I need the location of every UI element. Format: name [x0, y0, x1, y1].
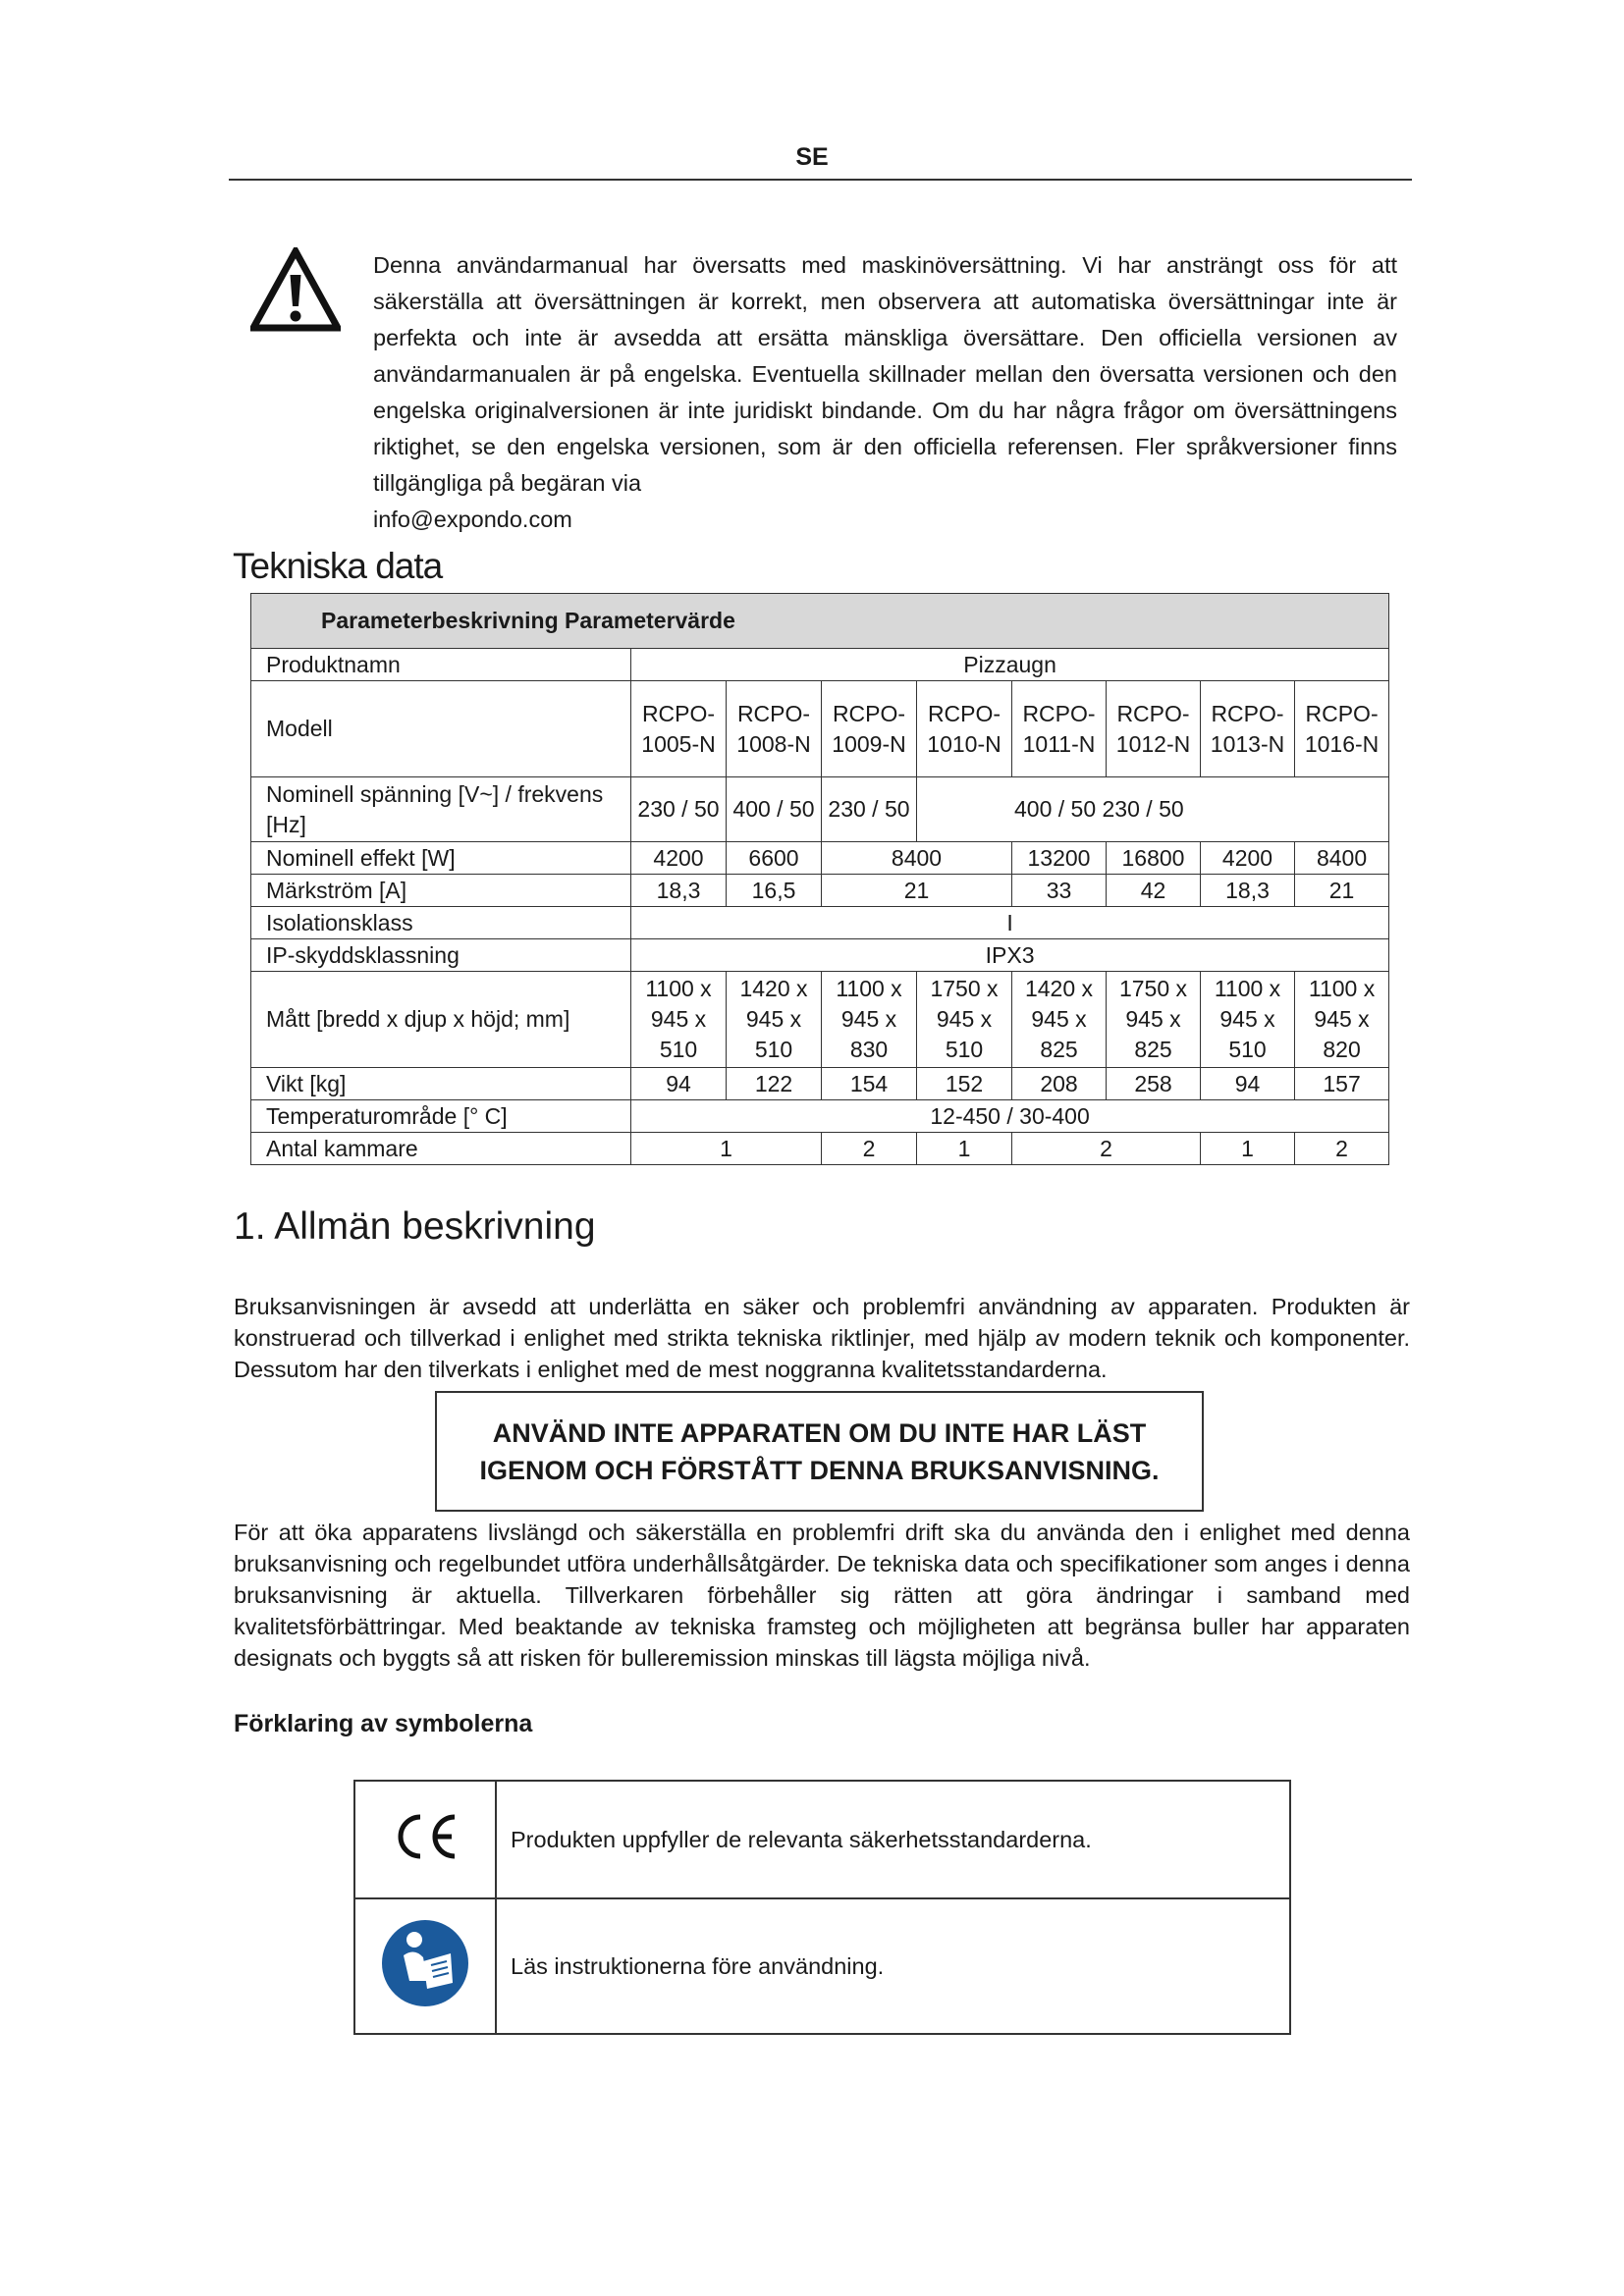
table-cell: 8400 [822, 842, 1012, 875]
symbol-cell [354, 1898, 496, 2034]
usage-paragraph: För att öka apparatens livslängd och säkerställa en problemfri drift ska du använda den i enlighet med denna bruksanvisning och regelbundet utföra underhållsåtgärder. De tekniska data och specifikationer som anges i denna bruksanvisning är aktuella. Tillverkaren förbehåller sig rätten att göra ändringar i samband med kvalitetsförbättringar. Med beaktande av tekniska framsteg och möjligheten att begränsa buller har apparaten designats och byggts så att risken för bulleremission minskas till lägsta möjliga nivå. [234, 1520, 1410, 1671]
dimension-cell: 1420 x 945 x 510 [727, 972, 822, 1068]
table-cell: 16,5 [727, 875, 822, 907]
table-cell: 400 / 50 [727, 777, 822, 842]
table-cell: IPX3 [631, 939, 1389, 972]
notice-line: perfekta och inte är avsedda att ersätta mänskliga översättare. Den officiella versionen av [373, 325, 1397, 350]
symbol-description: Läs instruktionerna före användning. [496, 1898, 1290, 2034]
table-cell: 94 [631, 1068, 727, 1100]
model-cell: RCPO-1016-N [1295, 681, 1389, 777]
symbol-description: Produkten uppfyller de relevanta säkerhetsstandarderna. [496, 1781, 1290, 1898]
row-label: Nominell effekt [W] [251, 842, 631, 875]
row-label: Nominell spänning [V~] / frekvens [Hz] [251, 777, 631, 842]
dimension-cell: 1100 x 945 x 820 [1295, 972, 1389, 1068]
table-cell: 152 [917, 1068, 1012, 1100]
dimension-cell: 1420 x 945 x 825 [1012, 972, 1107, 1068]
table-cell: 4200 [1201, 842, 1295, 875]
model-cell: RCPO-1005-N [631, 681, 727, 777]
table-cell: 2 [822, 1133, 917, 1165]
table-cell: 18,3 [631, 875, 727, 907]
table-header: Parameterbeskrivning Parametervärde [251, 594, 1389, 649]
notice-line: engelska originalversionen är inte juridiskt bindande. Om du har några frågor om översättningens [373, 398, 1397, 423]
table-cell: 230 / 50 [822, 777, 917, 842]
model-cell: RCPO-1012-N [1107, 681, 1201, 777]
dimension-cell: 1750 x 945 x 510 [917, 972, 1012, 1068]
model-cell: RCPO-1009-N [822, 681, 917, 777]
language-code: SE [795, 143, 829, 171]
table-cell: 208 [1012, 1068, 1107, 1100]
table-cell: 18,3 [1201, 875, 1295, 907]
dimension-cell: 1100 x 945 x 510 [631, 972, 727, 1068]
tech-data-heading: Tekniska data [233, 546, 443, 586]
table-cell: 8400 [1295, 842, 1389, 875]
symbol-cell [354, 1781, 496, 1898]
table-cell: 1 [631, 1133, 822, 1165]
table-cell: 16800 [1107, 842, 1201, 875]
section-heading: 1. Allmän beskrivning [234, 1205, 596, 1248]
notice-line: tillgängliga på begäran via [373, 470, 642, 496]
row-label: Märkström [A] [251, 875, 631, 907]
model-cell: RCPO-1011-N [1012, 681, 1107, 777]
table-cell: 1 [917, 1133, 1012, 1165]
warning-line: IGENOM OCH FÖRSTÅTT DENNA BRUKSANVISNING. [479, 1455, 1160, 1485]
warning-box [435, 1391, 1204, 1512]
model-cell: RCPO-1010-N [917, 681, 1012, 777]
notice-email: info@expondo.com [373, 507, 572, 532]
table-cell: 42 [1107, 875, 1201, 907]
table-cell: I [631, 907, 1389, 939]
table-cell: 2 [1012, 1133, 1201, 1165]
table-cell: 33 [1012, 875, 1107, 907]
row-label: Temperaturområde [° C] [251, 1100, 631, 1133]
table-cell: 94 [1201, 1068, 1295, 1100]
table-cell: 157 [1295, 1068, 1389, 1100]
row-label: Vikt [kg] [251, 1068, 631, 1100]
symbols-heading: Förklaring av symbolerna [234, 1710, 533, 1737]
notice-line: Denna användarmanual har översatts med maskinöversättning. Vi har ansträngt oss för att [373, 252, 1397, 278]
row-label: Modell [251, 681, 631, 777]
table-cell: 12-450 / 30-400 [631, 1100, 1389, 1133]
model-cell: RCPO-1008-N [727, 681, 822, 777]
warning-line: ANVÄND INTE APPARATEN OM DU INTE HAR LÄST [492, 1417, 1147, 1448]
table-cell: 258 [1107, 1068, 1201, 1100]
tech-data-table [250, 593, 1389, 1165]
table-cell: 154 [822, 1068, 917, 1100]
warning-triangle-icon [250, 247, 341, 332]
table-cell: 4200 [631, 842, 727, 875]
row-label: Antal kammare [251, 1133, 631, 1165]
model-cell: RCPO-1013-N [1201, 681, 1295, 777]
dimension-cell: 1100 x 945 x 510 [1201, 972, 1295, 1068]
notice-line: användarmanualen är på engelska. Eventuella skillnader mellan den översatta versionen och den [373, 361, 1397, 387]
table-cell: 1 [1201, 1133, 1295, 1165]
notice-line: säkerställa att översättningen är korrekt, men observera att automatiska översättningar inte är [373, 289, 1397, 314]
table-cell: Pizzaugn [631, 649, 1389, 681]
symbols-table [353, 1780, 1291, 2035]
table-cell: 122 [727, 1068, 822, 1100]
row-label: IP-skyddsklassning [251, 939, 631, 972]
dimension-cell: 1750 x 945 x 825 [1107, 972, 1201, 1068]
table-cell: 2 [1295, 1133, 1389, 1165]
table-cell: 230 / 50 [631, 777, 727, 842]
table-cell: 21 [822, 875, 1012, 907]
ce-mark-icon [390, 1843, 460, 1869]
row-label: Produktnamn [251, 649, 631, 681]
table-cell: 400 / 50 230 / 50 [917, 777, 1389, 842]
row-label: Isolationsklass [251, 907, 631, 939]
dimension-cell: 1100 x 945 x 830 [822, 972, 917, 1068]
table-cell: 21 [1295, 875, 1389, 907]
header-divider [229, 179, 1412, 181]
intro-paragraph: Bruksanvisningen är avsedd att underlätta en säker och problemfri användning av apparaten. Produkten är konstruerad och tillverkad i enlighet med strikta tekniska riktlinjer, med hjälp av modern teknik och komponenter. Dessutom har den tilverkats i enlighet med de mest noggranna kvalitetsstandarderna. [234, 1294, 1410, 1382]
notice-line: riktighet, se den engelska versionen, som är den officiella referensen. Fler språkversioner finns [373, 434, 1397, 459]
row-label: Mått [bredd x djup x höjd; mm] [251, 972, 631, 1068]
table-cell: 6600 [727, 842, 822, 875]
read-manual-icon [380, 1988, 470, 2013]
table-cell: 13200 [1012, 842, 1107, 875]
translation-notice [373, 247, 1397, 538]
